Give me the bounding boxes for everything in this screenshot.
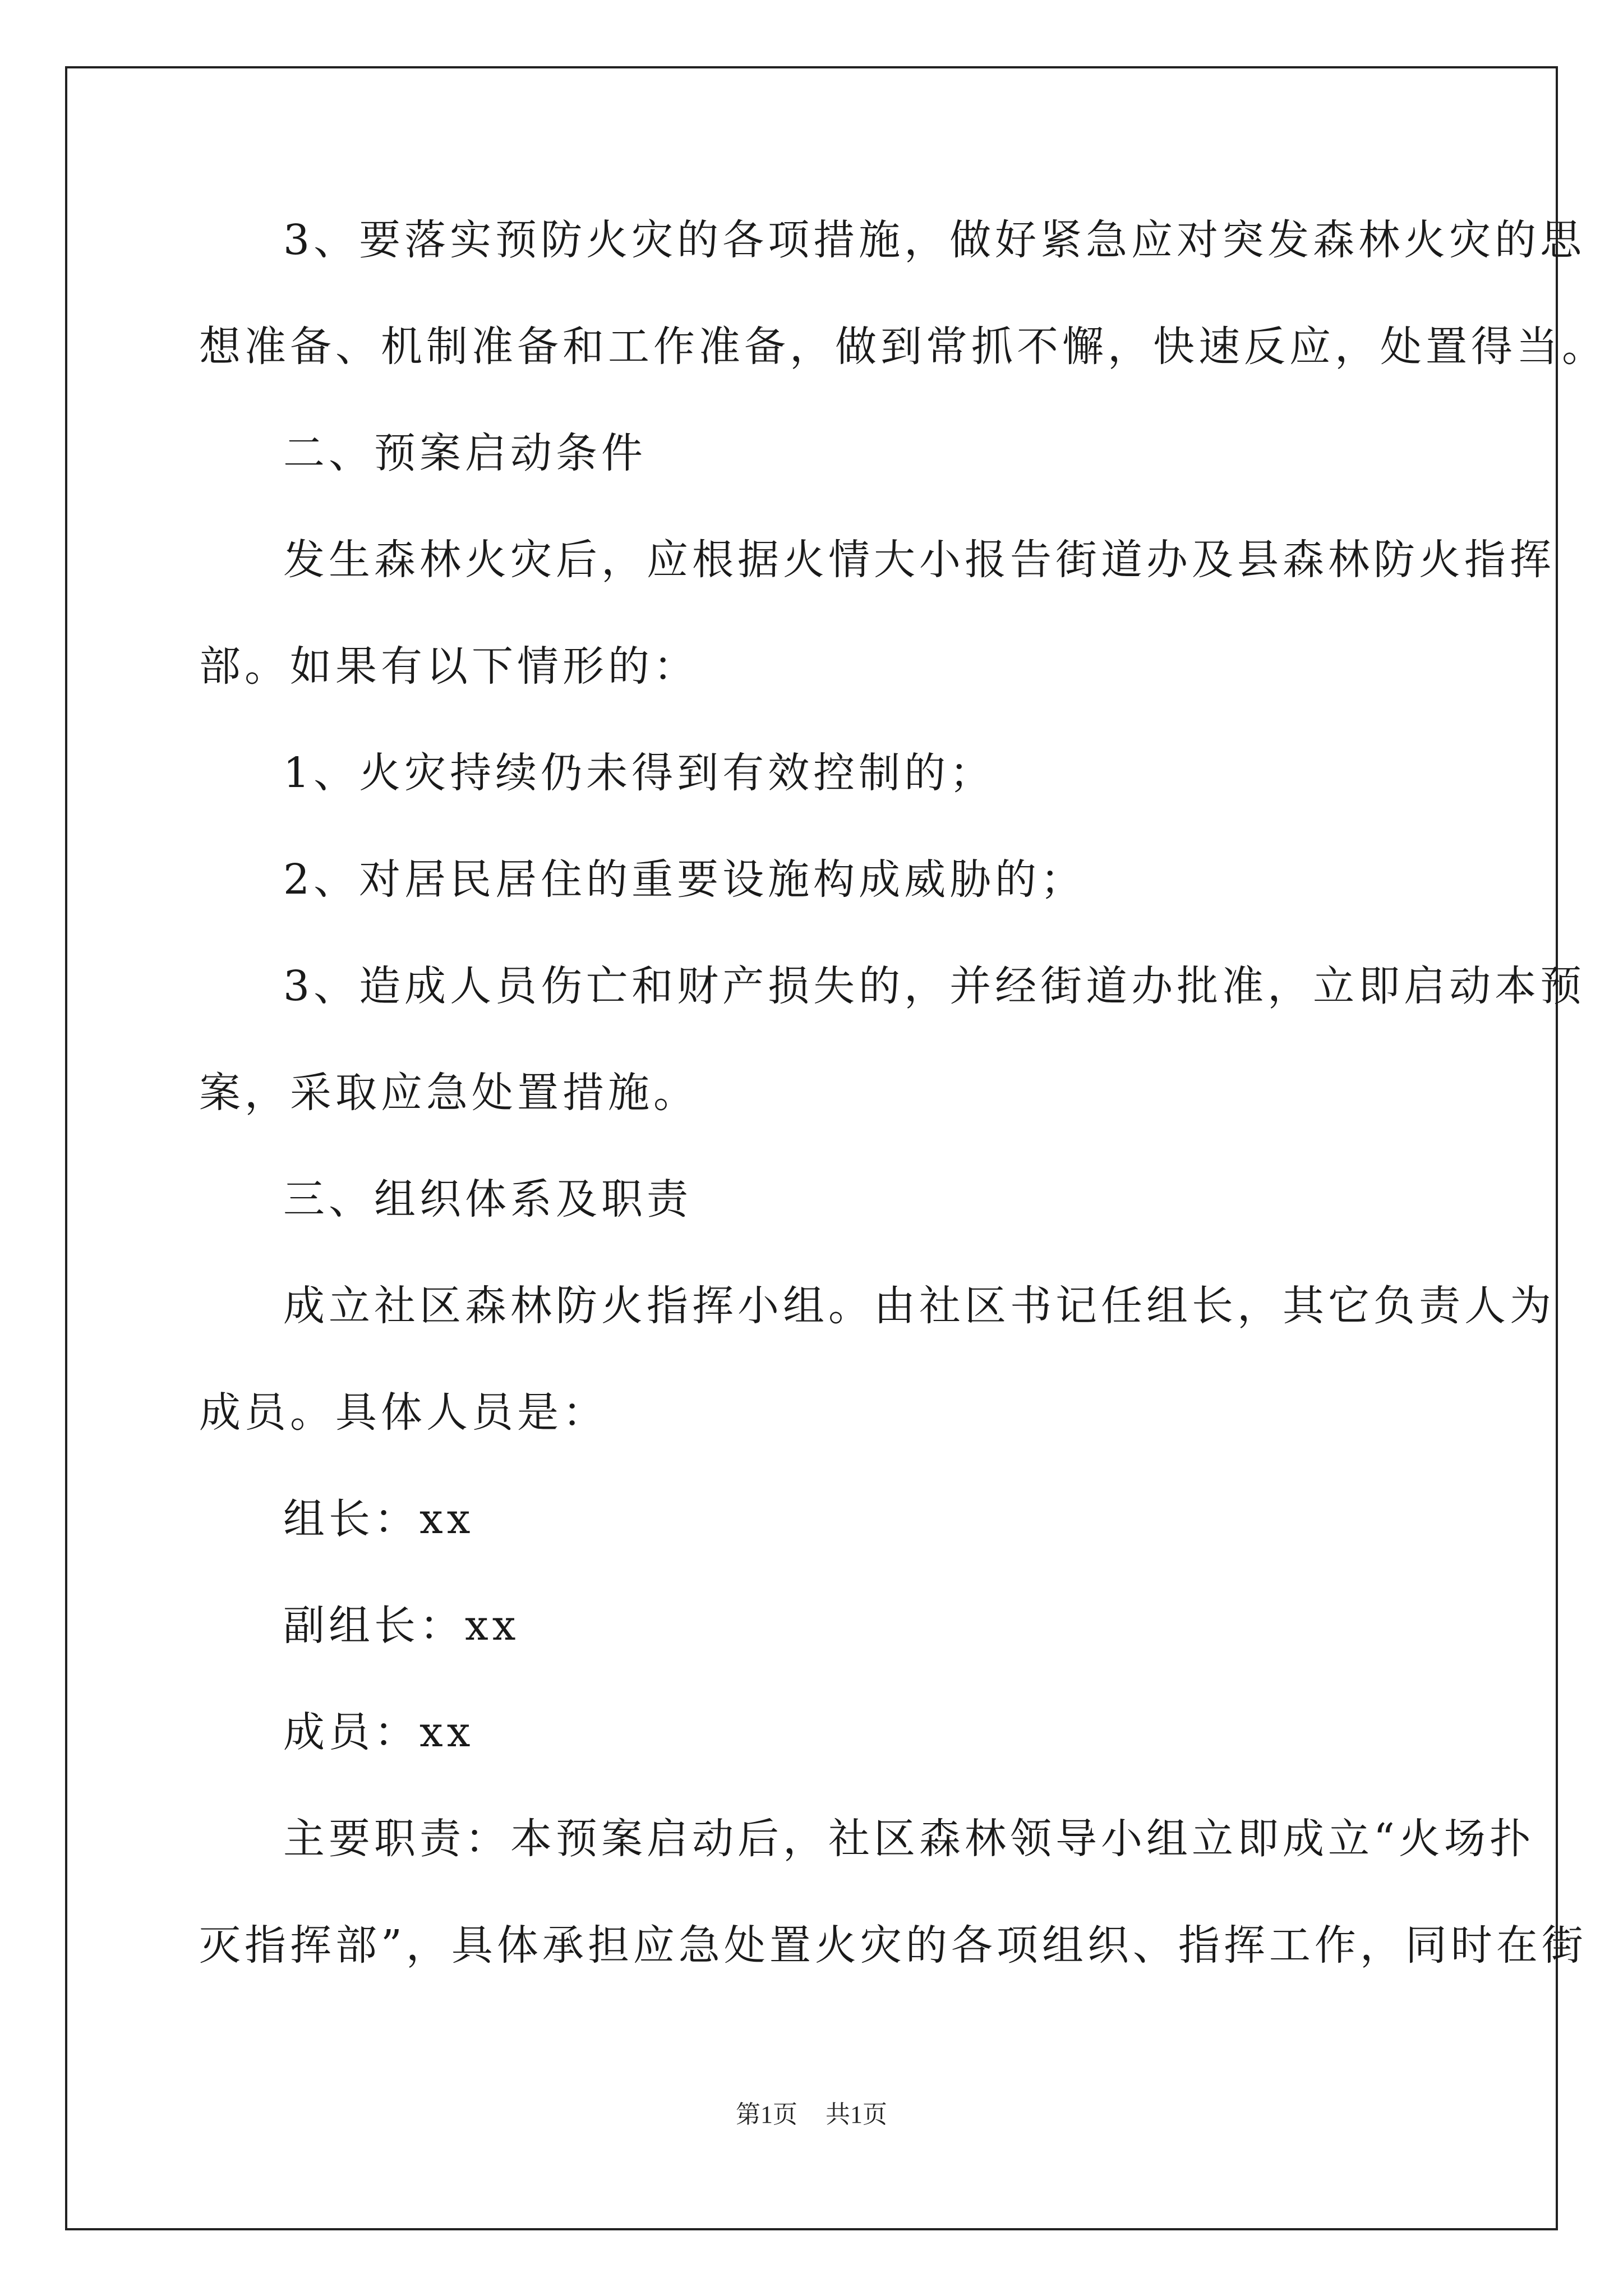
section-heading: 二、预案启动条件: [283, 429, 647, 477]
paragraph-line: 发生森林火灾后，应根据火情大小报告街道办及县森林防火指挥: [283, 536, 1555, 584]
member-line: 组长：xx: [283, 1495, 474, 1543]
paragraph-line: 想准备、机制准备和工作准备，做到常抓不懈，快速反应，处置得当。: [199, 323, 1607, 371]
list-item: 3、造成人员伤亡和财产损失的，并经街道办批准，立即启动本预: [283, 962, 1586, 1010]
page-footer: [0, 2098, 1623, 2132]
list-item: 2、对居民居住的重要设施构成威胁的；: [283, 855, 1086, 904]
list-item: 1、火灾持续仍未得到有效控制的；: [283, 749, 995, 797]
paragraph-line: 灭指挥部”，具体承担应急处置火灾的各项组织、指挥工作，同时在街: [199, 1921, 1587, 1970]
member-line: 副组长：xx: [283, 1602, 520, 1650]
member-line: 成员：xx: [283, 1708, 474, 1756]
page-border: [65, 66, 1558, 2230]
section-heading: 三、组织体系及职责: [283, 1175, 692, 1223]
page-total: 共1页: [826, 2101, 887, 2128]
paragraph-line: 成员。具体人员是：: [199, 1388, 608, 1437]
paragraph-line: 3、要落实预防火灾的各项措施，做好紧急应对突发森林火灾的思: [283, 216, 1586, 264]
paragraph-line: 成立社区森林防火指挥小组。由社区书记任组长，其它负责人为: [283, 1282, 1555, 1330]
paragraph-line: 部。如果有以下情形的：: [199, 642, 699, 691]
page-number: 第1页: [736, 2101, 797, 2128]
paragraph-line: 主要职责：本预案启动后，社区森林领导小组立即成立“火场扑: [283, 1815, 1535, 1863]
paragraph-line: 案，采取应急处置措施。: [199, 1069, 699, 1117]
